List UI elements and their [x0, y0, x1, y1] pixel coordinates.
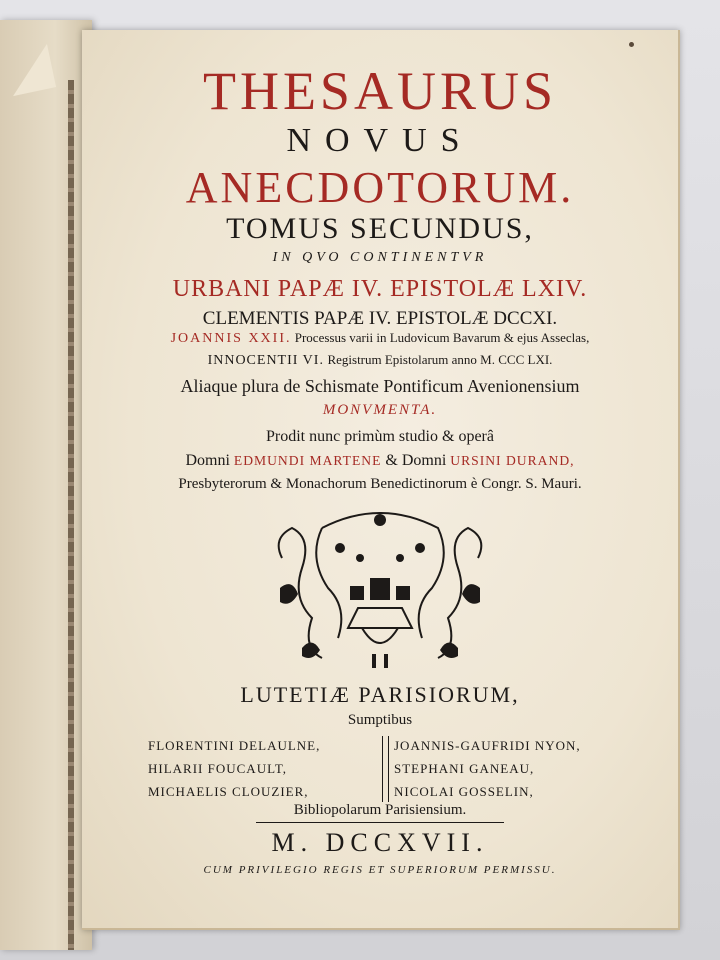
publisher-clouzier: MICHAELIS CLOUZIER,: [148, 784, 309, 799]
left-page-edge: [0, 20, 92, 950]
volume-line: TOMUS SECUNDUS,: [226, 212, 534, 245]
publishers-right: [394, 734, 581, 803]
aliaque-line: Aliaque plura de Schismate Pontificum Avenionensium: [180, 376, 580, 396]
folded-corner: [4, 44, 56, 96]
place-line: LUTETIÆ PARISIORUM,: [240, 682, 520, 707]
domni-2: & Domni: [385, 452, 447, 469]
joannis-rest: Processus varii in Ludovicum Bavarum & ejus Asseclas,: [294, 330, 590, 345]
innocentii-line: [82, 352, 678, 369]
publishers-left: [148, 734, 320, 803]
title-line-3: ANECDOTORUM.: [185, 163, 575, 212]
clementis-line: CLEMENTIS PAPÆ IV. EPISTOLÆ DCCXI.: [202, 308, 558, 329]
innocentii-rest: Registrum Epistolarum anno M. CCC LXI.: [327, 352, 553, 367]
sumptibus-line: Sumptibus: [347, 712, 413, 728]
bibliopolarum-line: Bibliopolarum Parisiensium.: [293, 802, 467, 818]
ink-spot: [629, 42, 634, 47]
year-line: M. DCCXVII.: [271, 828, 489, 857]
publisher-gosselin: NICOLAI GOSSELIN,: [394, 784, 534, 799]
title-page: [82, 30, 680, 930]
in-quo-line: IN QVO CONTINENTVR: [272, 250, 488, 265]
horizontal-rule: [256, 822, 504, 823]
joannis-name: JOANNIS XXII.: [170, 331, 292, 346]
publisher-nyon: JOANNIS-GAUFRIDI NYON,: [394, 738, 581, 753]
domni-1: Domni: [185, 452, 230, 469]
publisher-divider: [382, 736, 389, 802]
title-line-1: THESAURUS: [202, 61, 558, 121]
author-durand: URSINI DURAND,: [450, 453, 575, 468]
privilege-line: CUM PRIVILEGIO REGIS ET SUPERIORUM PERMISSU.: [203, 864, 557, 876]
urbani-line: URBANI PAPÆ IV. EPISTOLÆ LXIV.: [172, 276, 588, 302]
joannis-line: [82, 330, 678, 347]
author-martene: EDMUNDI MARTENE: [233, 453, 382, 468]
title-line-2: NOVUS: [286, 122, 474, 159]
prodit-line: Prodit nunc primùm studio & operâ: [266, 428, 494, 445]
publisher-delaulne: FLORENTINI DELAULNE,: [148, 738, 321, 753]
publisher-ganeau: STEPHANI GANEAU,: [394, 761, 535, 776]
engraved-vignette: [262, 498, 498, 674]
monumenta-line: MONVMENTA.: [322, 402, 438, 418]
authors-line: [82, 452, 678, 470]
innocentii-name: INNOCENTII VI.: [207, 353, 324, 368]
presbyterorum-line: Presbyterorum & Monachorum Benedictinorum è Congr. S. Mauri.: [178, 476, 582, 492]
binding-stitch: [68, 80, 74, 950]
publisher-foucault: HILARII FOUCAULT,: [148, 761, 288, 776]
